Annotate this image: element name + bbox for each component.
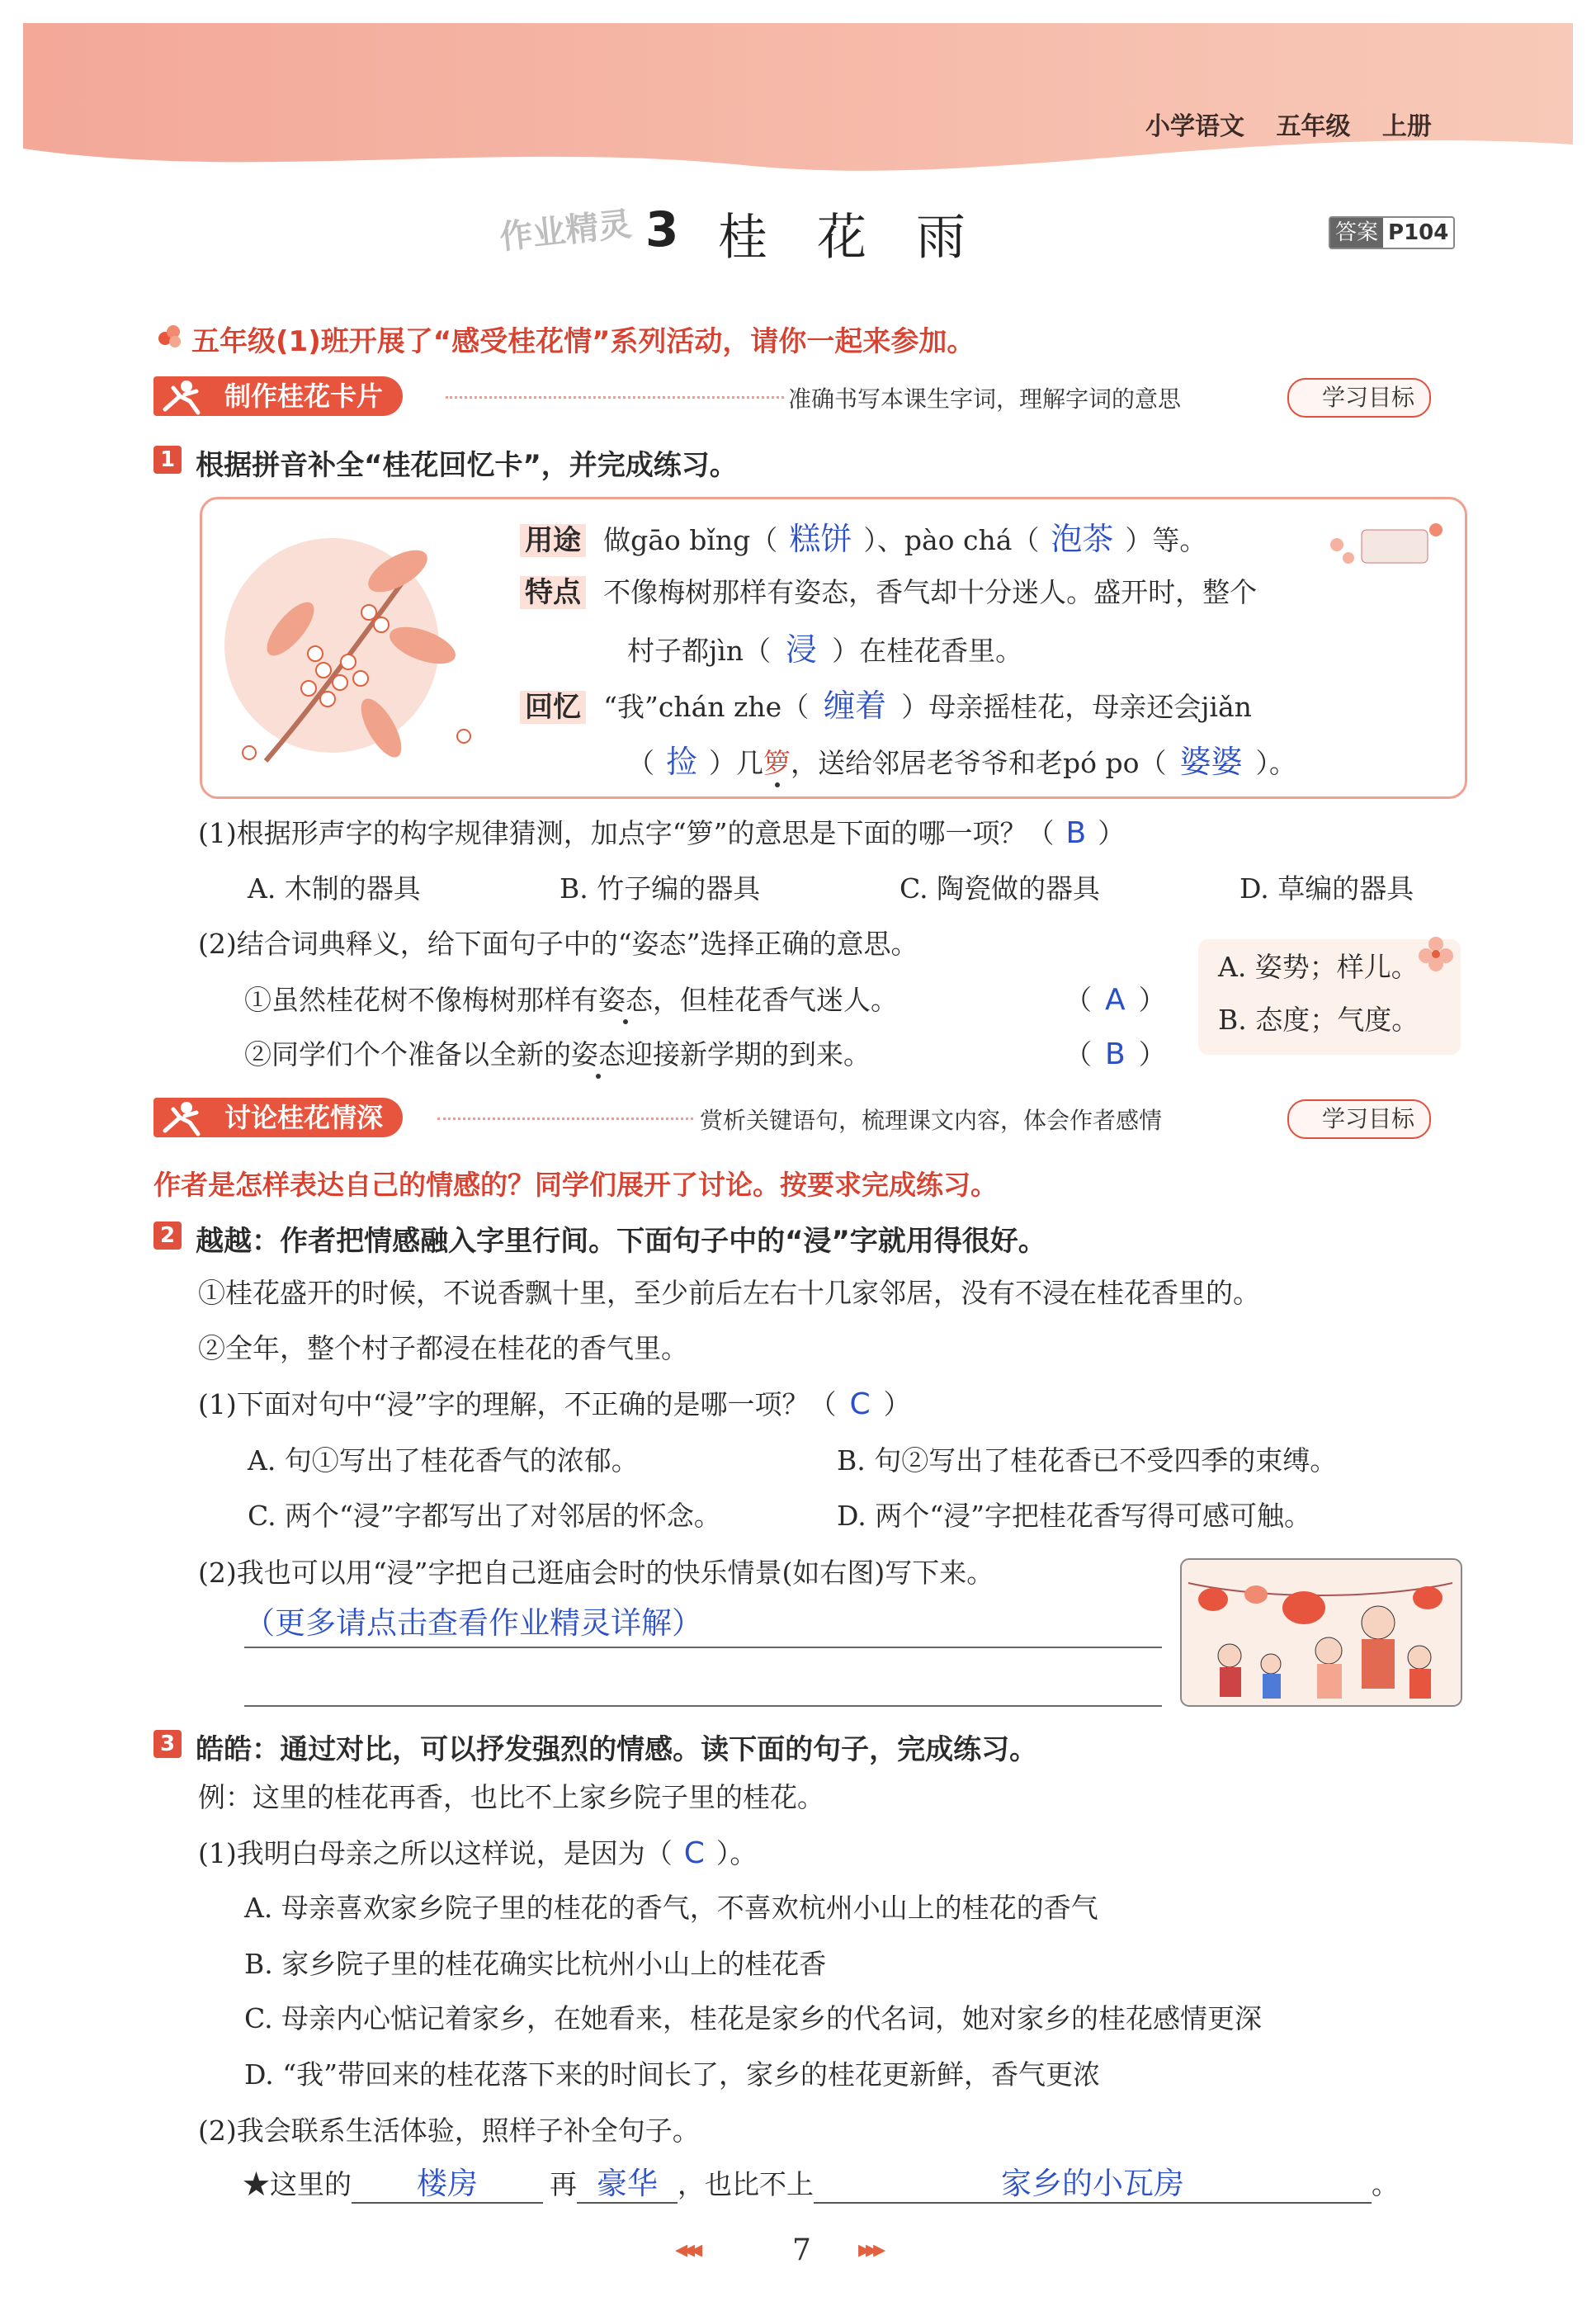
q3-sub1-answer: C (683, 1836, 705, 1870)
card-use-answer-2: 泡茶 (1051, 521, 1114, 557)
q2-prompt-line (153, 1218, 1046, 1259)
q3-option-d: D. “我”带回来的桂花落下来的时间长了，家乡的桂花更新鲜，香气更浓 (244, 2058, 1101, 2091)
q3-option-c: C. 母亲内心惦记着家乡，在她看来，桂花是家乡的代名词，她对家乡的桂花感情更深 (244, 2002, 1263, 2034)
card-use-text-b: ）、pào chá（ (863, 524, 1040, 556)
header-subject: 小学语文 (1145, 112, 1244, 141)
q1-sub1-option-a: A. 木制的器具 (248, 872, 421, 905)
q1-prompt-line (153, 442, 738, 483)
q2-prompt: 越越：作者把情感融入字里行间。下面句子中的“浸”字就用得很好。 (196, 1225, 1046, 1258)
card-memory-text-2a: （ (627, 747, 654, 779)
card-feature-text-2a: 村子都jìn（ (627, 635, 772, 667)
q1-sub2-s2-answer: B (1105, 1037, 1126, 1071)
q2-sub1-close: ） (883, 1388, 911, 1420)
q1-sub2-sentence-2 (244, 1037, 871, 1073)
goal-label: 学习目标 (1287, 1099, 1431, 1139)
card-memory-text-2c: ，送给邻居老爷爷和老pó po（ (791, 747, 1167, 779)
card-memory-answer-3: 婆婆 (1179, 744, 1243, 780)
q1-sub1-option-b: B. 竹子编的器具 (560, 872, 761, 905)
q1-sub2-s2-answer-wrap: （ B ） (1065, 1037, 1166, 1071)
q2-sub1-answer: C (849, 1387, 871, 1421)
header-subject-line (1145, 106, 1432, 142)
card-use-text-c: ）等。 (1125, 524, 1207, 556)
q2-option-d: D. 两个“浸”字把桂花香写得可感可触。 (837, 1500, 1312, 1532)
q3-fill-c: ，也比不上 (678, 2168, 814, 2200)
card-use-line (520, 513, 1206, 559)
divider (446, 396, 784, 399)
q1-sub2-s1-key: 姿态 (598, 984, 653, 1016)
card-use-label: 用途 (520, 524, 586, 557)
q3-fill-b: 再 (550, 2168, 577, 2200)
q3-sub1-line (198, 1836, 757, 1872)
card-use-text-a: 做gāo bǐng（ (603, 524, 778, 556)
q1-sub2-s2-a: ②同学们个个准备以全新的 (244, 1038, 571, 1070)
runner-icon (157, 1098, 206, 1137)
card-memory-answer-2: 捡 (666, 744, 698, 780)
card-memory-text-2d: ）。 (1255, 747, 1297, 779)
card-memory-line-1 (520, 680, 1252, 725)
q1-sub2-s2-key: 姿态 (571, 1038, 626, 1070)
q1-sub2-s1-answer-wrap: （ A ） (1065, 983, 1166, 1017)
q1-sub1-text: (1)根据形声字的构字规律猜测，加点字“箩”的意思是下面的哪一项？（ (198, 817, 1055, 849)
card-memory-text-1a: “我”chán zhe（ (603, 691, 810, 723)
card-memory-text-1b: ）母亲摇桂花，母亲还会jiǎn (901, 691, 1252, 723)
card-use-answer-1: 糕饼 (789, 521, 852, 557)
card-memory-label: 回忆 (520, 691, 586, 724)
prev-arrows-icon[interactable]: ◂◂◂ (675, 2235, 698, 2264)
q2-sub1-line (198, 1387, 911, 1423)
q1-sub1-line (198, 815, 1125, 852)
q3-fill-d: 。 (1372, 2168, 1399, 2200)
page-number: 7 (792, 2233, 811, 2267)
q3-fill-a: ★这里的 (243, 2168, 352, 2200)
q3-option-a: A. 母亲喜欢家乡院子里的桂花的香气，不喜欢杭州小山上的桂花的香气 (244, 1892, 1098, 1924)
q1-number: 1 (153, 446, 182, 474)
section1-goal-tag (1287, 378, 1431, 418)
q2-option-b: B. 句②写出了桂花香已不受四季的束缚。 (837, 1444, 1338, 1477)
header-grade: 五年级 (1276, 112, 1351, 141)
q2-sub2-text: (2)我也可以用“浸”字把自己逛庙会时的快乐情景(如右图)写下来。 (198, 1557, 994, 1589)
q1-sub2-s1-a: ①虽然桂花树不像梅树那样有 (244, 984, 598, 1016)
header-volume: 上册 (1381, 112, 1432, 141)
q1-sub2-text: (2)结合词典释义，给下面句子中的“姿态”选择正确的意思。 (198, 928, 918, 960)
q2-sentence-1: ①桂花盛开的时候，不说香飘十里，至少前后左右十几家邻居，没有不浸在桂花香里的。 (198, 1277, 1260, 1309)
next-arrows-icon[interactable]: ▸▸▸ (858, 2235, 881, 2264)
q2-sub1-text: (1)下面对句中“浸”字的理解，不正确的是哪一项？（ (198, 1388, 837, 1420)
q3-example: 例：这里的桂花再香，也比不上家乡院子里的桂花。 (198, 1781, 824, 1813)
q3-fill-answer-3[interactable]: 家乡的小瓦房 (814, 2166, 1372, 2204)
teacup-illustration (1312, 512, 1452, 578)
q3-sub1-close: ）。 (715, 1837, 758, 1869)
card-feature-text-2b: ）在桂花香里。 (832, 635, 1023, 667)
temple-fair-illustration (1180, 1558, 1462, 1707)
card-feature-answer: 浸 (786, 631, 818, 668)
q1-sub1-answer: B (1065, 816, 1087, 850)
q3-fill-answer-2[interactable]: 豪华 (577, 2166, 678, 2204)
q3-fill-line (243, 2166, 1399, 2204)
q2-number: 2 (153, 1222, 182, 1250)
q3-fill-answer-1[interactable]: 楼房 (352, 2166, 543, 2204)
section2-goal-tag (1287, 1099, 1431, 1139)
q3-sub2-text: (2)我会联系生活体验，照样子补全句子。 (198, 2115, 700, 2147)
section2-goal: 赏析关键语句，梳理课文内容，体会作者感情 (700, 1107, 1163, 1134)
q3-prompt-line (153, 1727, 1037, 1767)
section1-goal: 准确书写本课生字词，理解字词的意思 (788, 385, 1182, 413)
q2-option-c: C. 两个“浸”字都写出了对邻居的怀念。 (248, 1500, 721, 1532)
card-feature-line-2 (627, 624, 1022, 669)
answer-label: 答案 (1330, 218, 1383, 248)
answer-line (244, 1647, 1162, 1648)
q3-number: 3 (153, 1730, 182, 1758)
q1-sub1-option-c: C. 陶瓷做的器具 (900, 872, 1101, 905)
section2-tag: 讨论桂花情深 (153, 1098, 403, 1137)
card-memory-dot-char: 箩 (763, 747, 791, 779)
runner-icon (157, 376, 206, 416)
divider (437, 1118, 693, 1120)
q1-prompt: 根据拼音补全“桂花回忆卡”，并完成练习。 (196, 449, 738, 482)
q2-option-a: A. 句①写出了桂花香气的浓郁。 (248, 1444, 639, 1477)
header-band (0, 0, 1596, 198)
section1-tag: 制作桂花卡片 (153, 376, 403, 416)
blossom-icon (1413, 931, 1459, 977)
answer-line (244, 1705, 1162, 1707)
q2-sentence-2: ②全年，整个村子都浸在桂花的香气里。 (198, 1332, 688, 1364)
q3-sub1-text: (1)我明白母亲之所以这样说，是因为（ (198, 1837, 673, 1869)
definition-a: A. 姿势；样儿。 (1218, 951, 1419, 983)
goal-label: 学习目标 (1287, 378, 1431, 418)
card-feature-text-1: 不像梅树那样有姿态，香气却十分迷人。盛开时，整个 (603, 576, 1258, 608)
flower-icon (153, 320, 187, 353)
osmanthus-illustration (216, 505, 489, 786)
definition-b: B. 态度；气度。 (1218, 1004, 1419, 1036)
watermark: 作业精灵 (498, 205, 634, 258)
section2-intro: 作者是怎样表达自己的情感的？同学们展开了讨论。按要求完成练习。 (153, 1169, 998, 1201)
intro-text: 五年级(1)班开展了“感受桂花情”系列活动，请你一起来参加。 (191, 325, 975, 358)
q1-sub1-option-d: D. 草编的器具 (1239, 872, 1414, 905)
card-feature-label: 特点 (520, 576, 586, 609)
q1-sub2-s2-b: 迎接新学期的到来。 (626, 1038, 871, 1070)
q2-sub2-answer[interactable]: （更多请点击查看作业精灵详解） (244, 1605, 702, 1641)
q3-prompt: 皓皓：通过对比，可以抒发强烈的情感。读下面的句子，完成练习。 (196, 1733, 1038, 1766)
q3-option-b: B. 家乡院子里的桂花确实比杭州小山上的桂花香 (244, 1948, 827, 1980)
lesson-title: 桂 花 雨 (718, 209, 966, 267)
card-feature-line-1 (520, 569, 1257, 611)
card-memory-line-2 (627, 736, 1296, 782)
lesson-number: 3 (645, 201, 679, 258)
q1-sub1-close: ） (1098, 817, 1126, 849)
card-memory-text-2b: ）几 (709, 747, 764, 779)
card-memory-answer-1: 缠着 (824, 688, 887, 724)
q1-sub2-sentence-1 (244, 982, 898, 1018)
q1-sub2-s1-answer: A (1105, 983, 1126, 1017)
answer-page: P104 (1388, 220, 1449, 245)
q1-sub2-s1-b: ，但桂花香气迷人。 (653, 984, 898, 1016)
answer-ref[interactable] (1329, 216, 1455, 249)
